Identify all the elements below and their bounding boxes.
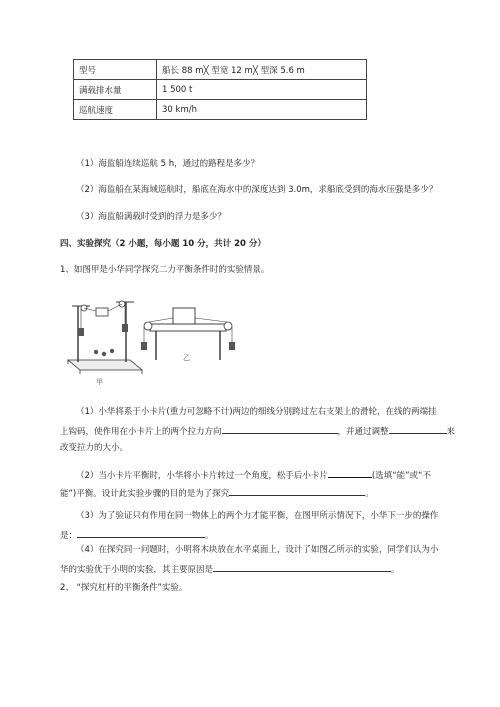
sub-question-4-line-1: （4）在探究同一问题时，小明将木块放在水平桌面上，设计了如图乙所示的实验，同学们认为小 xyxy=(76,545,439,555)
table-row xyxy=(74,100,367,120)
table-cell-label: 型号 xyxy=(74,60,157,80)
table-row xyxy=(74,80,367,100)
answer-blank[interactable] xyxy=(328,468,372,478)
question-1: （1）海监船连续巡航 5 h，通过的路程是多少？ xyxy=(76,159,260,169)
answer-blank[interactable] xyxy=(77,528,205,538)
sub-question-2-line-1: （2）当小卡片平衡时，小华将小卡片转过一个角度，松手后小卡片 (选填“能”或“不 xyxy=(76,468,431,482)
table-cell-label: 巡航速度 xyxy=(74,100,157,120)
section-title: 四、实验探究（2 小题，每小题 10 分，共计 20 分） xyxy=(60,239,266,249)
figure-b-caption: 乙 xyxy=(183,354,190,362)
figure-a-caption: 甲 xyxy=(96,378,103,386)
answer-blank[interactable] xyxy=(389,424,447,434)
answer-blank[interactable] xyxy=(229,486,365,496)
sub-question-1-line-3: 改变拉力的大小。 xyxy=(60,443,129,453)
sub-question-1-line-1: （1）小华将系于小卡片(重力可忽略不计)两边的细线分别跨过左右支架上的滑轮，在线的两端挂 xyxy=(76,407,437,417)
table-cell-value: 30 km/h xyxy=(157,100,367,120)
spec-table xyxy=(73,59,367,120)
table-cell-value: 船长 88 m╳ 型宽 12 m╳ 型深 5.6 m xyxy=(157,60,367,80)
figure-b-apparatus xyxy=(138,300,240,380)
answer-blank[interactable] xyxy=(222,424,338,434)
problem-1-intro: 1、如图甲是小华同学探究二力平衡条件时的实验情景。 xyxy=(60,265,270,275)
question-2: （2）海监船在某海域巡航时，船底在海水中的深度达到 3.0m，求船底受到的海水压强是多少？ xyxy=(76,185,438,195)
sub-question-2-line-2: 能”)平衡。设计此实验步骤的目的是为了探究 。 xyxy=(60,486,374,500)
sub-question-3-line-2: 是： 。 xyxy=(60,528,214,542)
question-3: （3）海监船满载时受到的浮力是多少？ xyxy=(76,212,226,222)
problem-2-intro: 2、 “探究杠杆的平衡条件”实验。 xyxy=(60,583,188,593)
table-row xyxy=(74,60,367,80)
answer-blank[interactable] xyxy=(213,562,391,572)
sub-question-3-line-1: （3）为了验证只有作用在同一物体上的两个力才能平衡，在图甲所示情况下，小华下一步的操作 xyxy=(76,511,439,521)
table-cell-value: 1 500 t xyxy=(157,80,367,100)
sub-question-4-line-2: 华的实验优于小明的实验，其主要原因是 。 xyxy=(60,562,400,576)
table-cell-label: 满载排水量 xyxy=(74,80,157,100)
sub-question-1-line-2: 上钩码，使作用在小卡片上的两个拉力方向 ，并通过调整 来 xyxy=(60,424,455,438)
